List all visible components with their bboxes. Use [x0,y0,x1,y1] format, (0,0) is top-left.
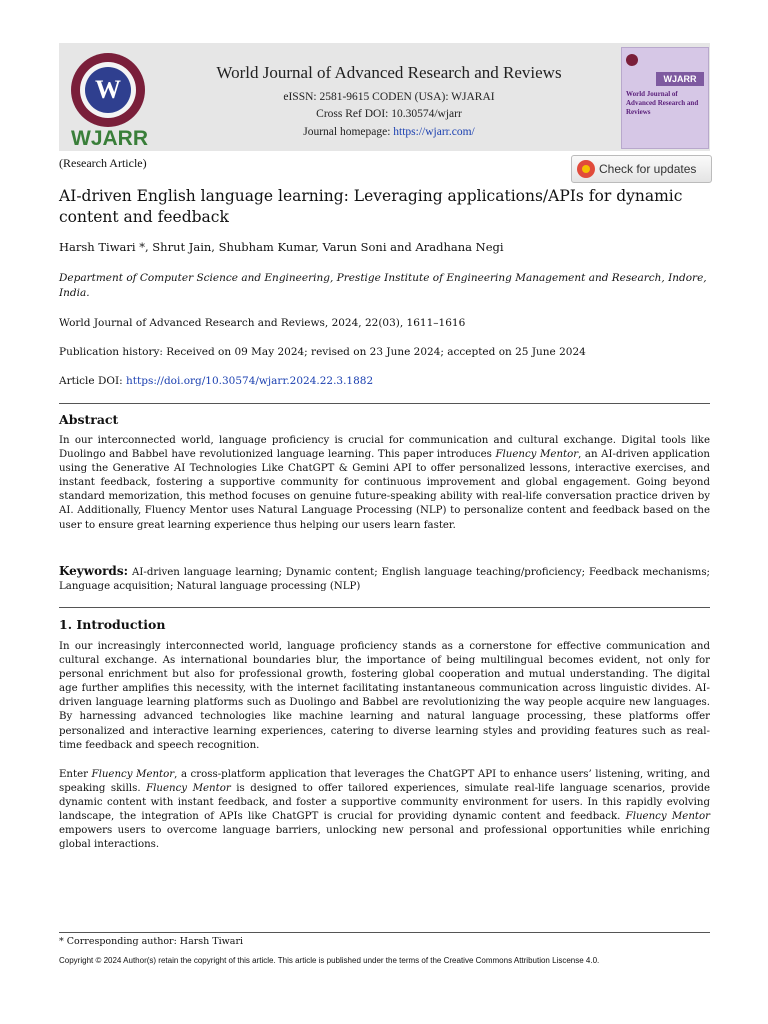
journal-logo [67,53,149,150]
logo-ring [71,53,145,127]
keywords [59,564,710,594]
logo-text: WJARR [71,127,148,150]
homepage-label: Journal homepage: [303,126,394,138]
crossref-line: Cross Ref DOI: 10.30574/wjarr [316,108,462,120]
footnote-divider [59,932,710,933]
crossmark-icon [577,160,595,178]
cover-seal-icon [626,54,638,66]
cover-title: World Journal of Advanced Research and Reviews [626,90,699,116]
keywords-text: AI-driven language learning; Dynamic content; English language teaching/proficiency; Feedback mechanisms; Language acquisition; Natural language processing (NLP) [59,567,710,593]
journal-title: World Journal of Advanced Research and Reviews [216,63,562,82]
copyright-notice: Copyright © 2024 Author(s) retain the copyright of this article. This article is published under the terms of the Creative Commons Attribution Liscense 4.0. [59,956,600,965]
divider [59,607,710,608]
homepage-link[interactable]: https://wjarr.com/ [393,126,475,138]
issn-line: eISSN: 2581-9615 CODEN (USA): WJARAI [283,91,495,103]
introduction-heading: 1. Introduction [59,617,166,632]
article-title: AI-driven English language learning: Leveraging applications/APIs for dynamic content and feedback [59,187,683,226]
homepage-line [179,126,599,138]
corresponding-author-footnote: * Corresponding author: Harsh Tiwari [59,936,244,947]
affiliation: Department of Computer Science and Engineering, Prestige Institute of Engineering Management and Research, Indore, India. [59,272,707,299]
cover-brand: WJARR [656,72,704,86]
check-updates-label: Check for updates [599,162,697,176]
abstract-text: In our interconnected world, language proficiency is crucial for communication and cultural exchange. Digital tools like Duolingo and Babbel have revolutionized language learning. This paper introduces Fluency Mentor, an AI-driven application using the Generative AI Technologies Like ChatGPT & Gemini API to offer personalized lessons, interactive exercises, and instant feedback, fostering a supportive community for continuous improvement and global engagement. Going beyond standard memorization, this method focuses on genuine future-speaking ability with real-life conversation practice driven by AI. Additionally, Fluency Mentor uses Natural Language Processing (NLP) to personalize content and feedback based on the user to ensure great learning experience thus helping our users learn faster. [59,435,710,531]
divider [59,403,710,404]
journal-cover-thumbnail [621,47,709,149]
article-doi [59,375,373,387]
citation: World Journal of Advanced Research and Reviews, 2024, 22(03), 1611–1616 [59,317,466,329]
abstract-heading: Abstract [59,412,119,427]
keywords-label: Keywords: [59,564,129,578]
journal-header [59,43,710,151]
introduction-paragraph-2: Enter Fluency Mentor, a cross-platform application that leverages the ChatGPT API to enhance users’ listening, writing, and speaking skills. Fluency Mentor is designed to offer tailored experiences, simulate real-life language scenarios, provide dynamic content with instant feedback, and foster a supportive community environment for users. In this rapidly evolving landscape, the integration of APIs like ChatGPT is crucial for providing dynamic content and feedback. Fluency Mentor empowers users to overcome language barriers, unlocking new personal and professional opportunities while enriching global interactions. [59,769,711,851]
doi-link[interactable]: https://doi.org/10.30574/wjarr.2024.22.3.1882 [126,375,374,387]
publication-history: Publication history: Received on 09 May 2024; revised on 23 June 2024; accepted on 25 June 2024 [59,346,586,358]
check-for-updates-button[interactable] [571,155,712,183]
doi-label: Article DOI: [59,375,127,387]
logo-letter: W [85,67,131,113]
article-type: (Research Article) [59,156,147,170]
author-list: Harsh Tiwari *, Shrut Jain, Shubham Kumar, Varun Soni and Aradhana Negi [59,240,504,254]
introduction-paragraph-1: In our increasingly interconnected world, language proficiency stands as a cornerstone for effective communication and cultural exchange. As international boundaries blur, the importance of being multilingual becomes evident, not only for personal enrichment but also for professional growth, fostering global cooperation and mutual understanding. The digital age further amplifies this necessity, with the internet facilitating instantaneous communication across linguistic divides. AI-driven language learning platforms such as Duolingo and Babbel are revolutionizing the way people acquire new languages. By harnessing advanced technologies like machine learning and natural language processing, these platforms offer personalized and interactive learning experiences, catering to diverse learning styles and providing features such as real-time feedback and speech recognition. [59,641,710,751]
